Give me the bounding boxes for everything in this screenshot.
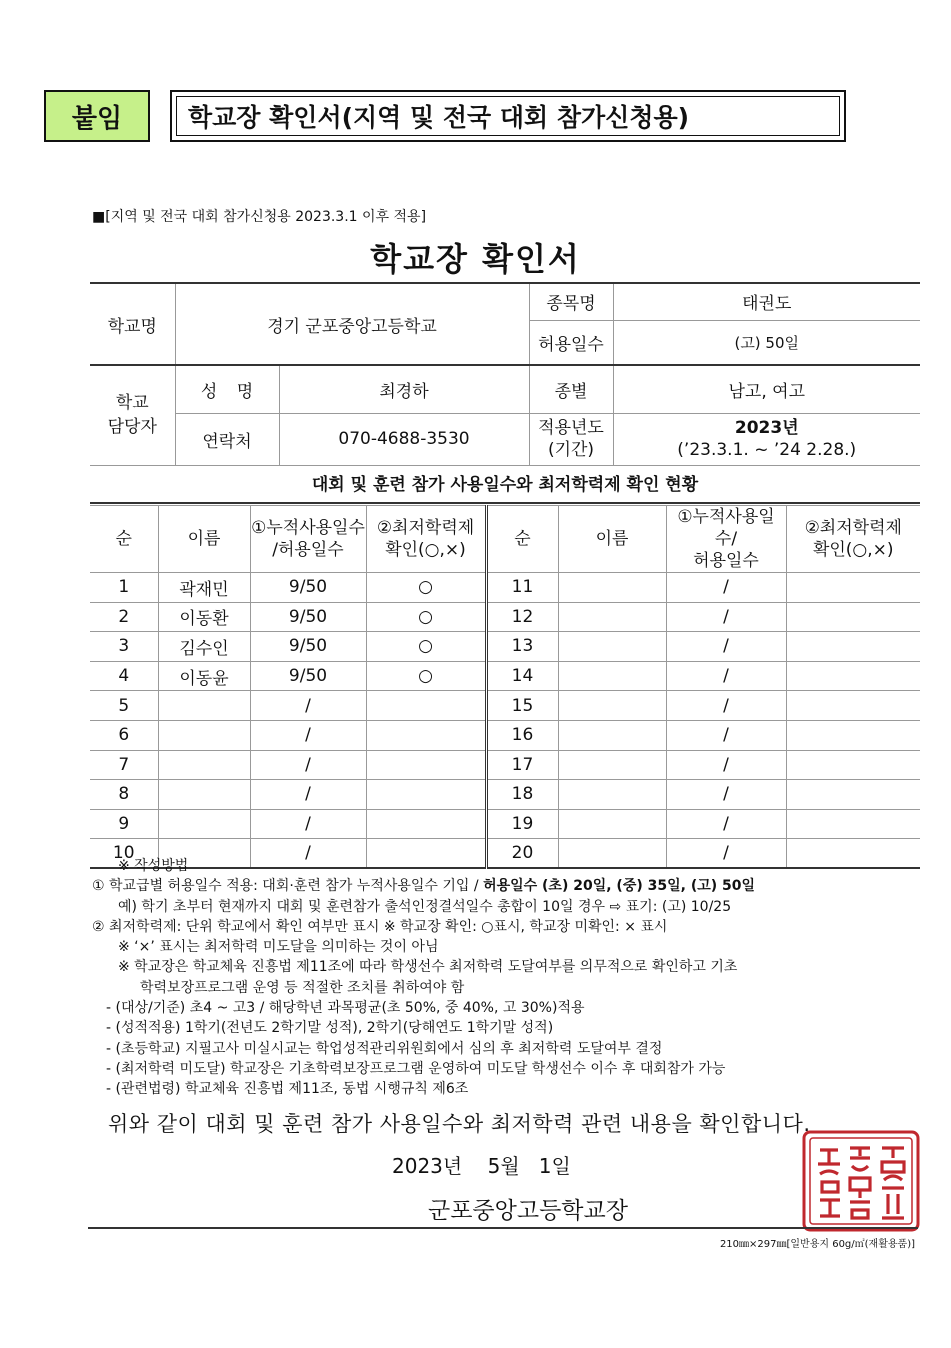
note-d5: - (관련법령) 학교체육 진흥법 제11조, 동법 시행규칙 제6조 <box>106 1081 469 1098</box>
row-name: 이동환 <box>158 602 250 632</box>
table-row <box>90 720 920 750</box>
row-name <box>558 661 666 691</box>
row-no: 19 <box>486 809 558 839</box>
row-name <box>558 602 666 632</box>
row-days: / <box>250 839 366 869</box>
col-days-l2: /허용일수 <box>272 540 344 560</box>
year-value-cell <box>613 413 920 465</box>
note-1a: ① 학교급별 허용일수 적용: 대회·훈련 참가 누적사용일수 기입 / <box>92 878 484 895</box>
table-row <box>90 691 920 721</box>
row-days: / <box>666 839 786 869</box>
row-name <box>558 780 666 810</box>
col-acad-l2: 확인(○,×) <box>385 540 466 560</box>
gender-label: 종별 <box>529 365 613 413</box>
row-no: 13 <box>486 632 558 662</box>
col-days <box>250 506 366 573</box>
row-days: 9/50 <box>250 602 366 632</box>
note-2: ② 최저학력제: 단위 학교에서 확인 여부만 표시 ※ 학교장 확인: ○표시, 학교장 미확인: × 표시 <box>92 918 668 935</box>
row-name: 이동윤 <box>158 661 250 691</box>
row-no: 5 <box>90 691 158 721</box>
contact-value: 070-4688-3530 <box>279 413 529 465</box>
row-name: 김수인 <box>158 632 250 662</box>
row-days: / <box>666 602 786 632</box>
table-row <box>90 661 920 691</box>
col-no: 순 <box>90 506 158 573</box>
year-label <box>529 413 613 465</box>
row-days: / <box>666 661 786 691</box>
row-no: 3 <box>90 632 158 662</box>
issue-date: 2023년 5월 1일 <box>392 1154 571 1178</box>
header-title: 학교장 확인서(지역 및 전국 대회 참가신청용) <box>170 90 846 142</box>
row-name: 곽재민 <box>158 573 250 603</box>
table-row <box>90 602 920 632</box>
name-label: 성 명 <box>175 365 279 413</box>
row-name <box>158 691 250 721</box>
row-name <box>558 809 666 839</box>
row-no: 10 <box>90 839 158 869</box>
row-days: / <box>250 691 366 721</box>
col-acad-right <box>786 506 920 573</box>
row-no: 17 <box>486 750 558 780</box>
document-title: 학교장 확인서 <box>370 240 581 278</box>
row-acad <box>786 632 920 662</box>
school-value: 경기 군포중앙고등학교 <box>175 283 529 365</box>
row-no: 11 <box>486 573 558 603</box>
row-acad <box>786 661 920 691</box>
principal-signature: 군포중앙고등학교장 <box>428 1198 628 1224</box>
row-no: 1 <box>90 573 158 603</box>
row-days: 9/50 <box>250 632 366 662</box>
sport-label: 종목명 <box>529 283 613 320</box>
row-no: 4 <box>90 661 158 691</box>
year-period: (’23.3.1. ~ ’24 2.28.) <box>677 440 857 460</box>
row-name <box>158 720 250 750</box>
confirmation-statement: 위와 같이 대회 및 훈련 참가 사용일수와 최저학력 관련 내용을 확인합니다. <box>108 1112 811 1136</box>
row-days: / <box>666 809 786 839</box>
row-name <box>558 750 666 780</box>
row-no: 16 <box>486 720 558 750</box>
col-name: 이름 <box>158 506 250 573</box>
table-row <box>90 750 920 780</box>
row-acad <box>786 720 920 750</box>
bottom-rule <box>88 1227 918 1229</box>
roster-table <box>90 505 920 869</box>
row-days: / <box>250 720 366 750</box>
row-acad <box>786 573 920 603</box>
school-seal-stamp <box>800 1128 922 1234</box>
row-acad: ○ <box>366 661 486 691</box>
note-2c: 학력보장프로그램 운영 등 적절한 조치를 취하여야 함 <box>140 979 465 996</box>
sport-value: 태권도 <box>613 283 920 320</box>
notes-heading: ※ 작성방법 <box>118 858 189 874</box>
year-value: 2023년 <box>734 418 799 438</box>
section-title: 대회 및 훈련 참가 사용일수와 최저학력제 확인 현황 <box>90 466 920 504</box>
instructions <box>92 856 922 1100</box>
row-acad <box>786 602 920 632</box>
col-acad-r1: ②최저학력제 <box>804 518 902 538</box>
row-no: 9 <box>90 809 158 839</box>
row-days: / <box>666 573 786 603</box>
allow-days-value: (고) 50일 <box>613 320 920 365</box>
row-acad <box>366 809 486 839</box>
col-acad <box>366 506 486 573</box>
note-1-example: 예) 학기 초부터 현재까지 대회 및 훈련참가 출석인정결석일수 총합이 10일 경우 ⇨ 표기: (고) 10/25 <box>118 898 732 915</box>
col-days-right <box>666 506 786 573</box>
row-days: / <box>666 632 786 662</box>
row-days: / <box>666 720 786 750</box>
table-row <box>90 632 920 662</box>
note-1 <box>92 876 922 896</box>
row-no: 2 <box>90 602 158 632</box>
note-1b: 허용일수 (초) 20일, (중) 35일, (고) 50일 <box>483 878 756 895</box>
col-no-right: 순 <box>486 506 558 573</box>
row-no: 6 <box>90 720 158 750</box>
allow-days-label: 허용일수 <box>529 320 613 365</box>
col-days-l1: ①누적사용일수 <box>251 518 365 538</box>
note-d4: - (최저학력 미도달) 학교장은 기초학력보장프로그램 운영하여 미도달 학생선수 이수 후 대회참가 가능 <box>106 1060 726 1077</box>
attachment-badge: 붙임 <box>44 90 150 142</box>
row-no: 12 <box>486 602 558 632</box>
row-name <box>158 780 250 810</box>
row-acad: ○ <box>366 632 486 662</box>
row-acad <box>366 780 486 810</box>
row-acad: ○ <box>366 602 486 632</box>
school-info-table <box>90 282 920 466</box>
row-no: 7 <box>90 750 158 780</box>
row-name <box>558 691 666 721</box>
row-days: / <box>666 750 786 780</box>
gender-value: 남고, 여고 <box>613 365 920 413</box>
table-row <box>90 573 920 603</box>
row-days: / <box>250 809 366 839</box>
row-days: 9/50 <box>250 661 366 691</box>
name-value: 최경하 <box>279 365 529 413</box>
row-days: / <box>250 750 366 780</box>
row-no: 15 <box>486 691 558 721</box>
row-no: 14 <box>486 661 558 691</box>
note-d3: - (초등학교) 지필고사 미실시교는 학업성적관리위원회에서 심의 후 최저학력 도달여부 결정 <box>106 1040 663 1057</box>
row-no: 18 <box>486 780 558 810</box>
col-acad-l1: ②최저학력제 <box>376 518 475 538</box>
row-acad <box>786 809 920 839</box>
row-name <box>158 750 250 780</box>
row-days: 9/50 <box>250 573 366 603</box>
row-no: 8 <box>90 780 158 810</box>
table-row <box>90 809 920 839</box>
row-no: 20 <box>486 839 558 869</box>
row-days: / <box>250 780 366 810</box>
row-days: / <box>666 780 786 810</box>
note-2a: ※ ‘×’ 표시는 최저학력 미도달을 의미하는 것이 아님 <box>118 939 439 956</box>
row-acad <box>786 780 920 810</box>
col-days-r1: ①누적사용일수/ <box>677 507 775 549</box>
col-days-r2: 허용일수 <box>693 551 759 571</box>
manager-label: 학교 담당자 <box>90 365 175 465</box>
row-acad <box>366 691 486 721</box>
sub-note: ■[지역 및 전국 대회 참가신청용 2023.3.1 이후 적용] <box>92 209 427 225</box>
school-label: 학교명 <box>90 283 175 365</box>
table-row <box>90 780 920 810</box>
row-acad <box>366 750 486 780</box>
seal-glyph-strokes <box>818 1148 904 1218</box>
row-days: / <box>666 691 786 721</box>
row-acad: ○ <box>366 573 486 603</box>
row-acad <box>786 750 920 780</box>
seal-shape <box>804 1132 918 1230</box>
row-acad <box>366 720 486 750</box>
col-name-right: 이름 <box>558 506 666 573</box>
row-name <box>558 573 666 603</box>
row-name <box>558 632 666 662</box>
note-d2: - (성적적용) 1학기(전년도 2학기말 성적), 2학기(당해연도 1학기말 성적) <box>106 1020 554 1037</box>
paper-spec-note: 210㎜×297㎜[일반용지 60g/㎡(재활용품)] <box>719 1239 915 1250</box>
row-name <box>158 809 250 839</box>
contact-label: 연락처 <box>175 413 279 465</box>
row-acad <box>786 691 920 721</box>
row-name <box>558 720 666 750</box>
year-label-line2: (기간) <box>547 440 595 460</box>
year-label-line1: 적용년도 <box>538 418 604 438</box>
col-acad-r2: 확인(○,×) <box>812 540 894 560</box>
note-2b: ※ 학교장은 학교체육 진흥법 제11조에 따라 학생선수 최저학력 도달여부를 의무적으로 확인하고 기초 <box>118 959 738 976</box>
note-d1: - (대상/기준) 초4 ~ 고3 / 해당학년 과목평균(초 50%, 중 40%, 고 30%)적용 <box>106 1000 585 1017</box>
